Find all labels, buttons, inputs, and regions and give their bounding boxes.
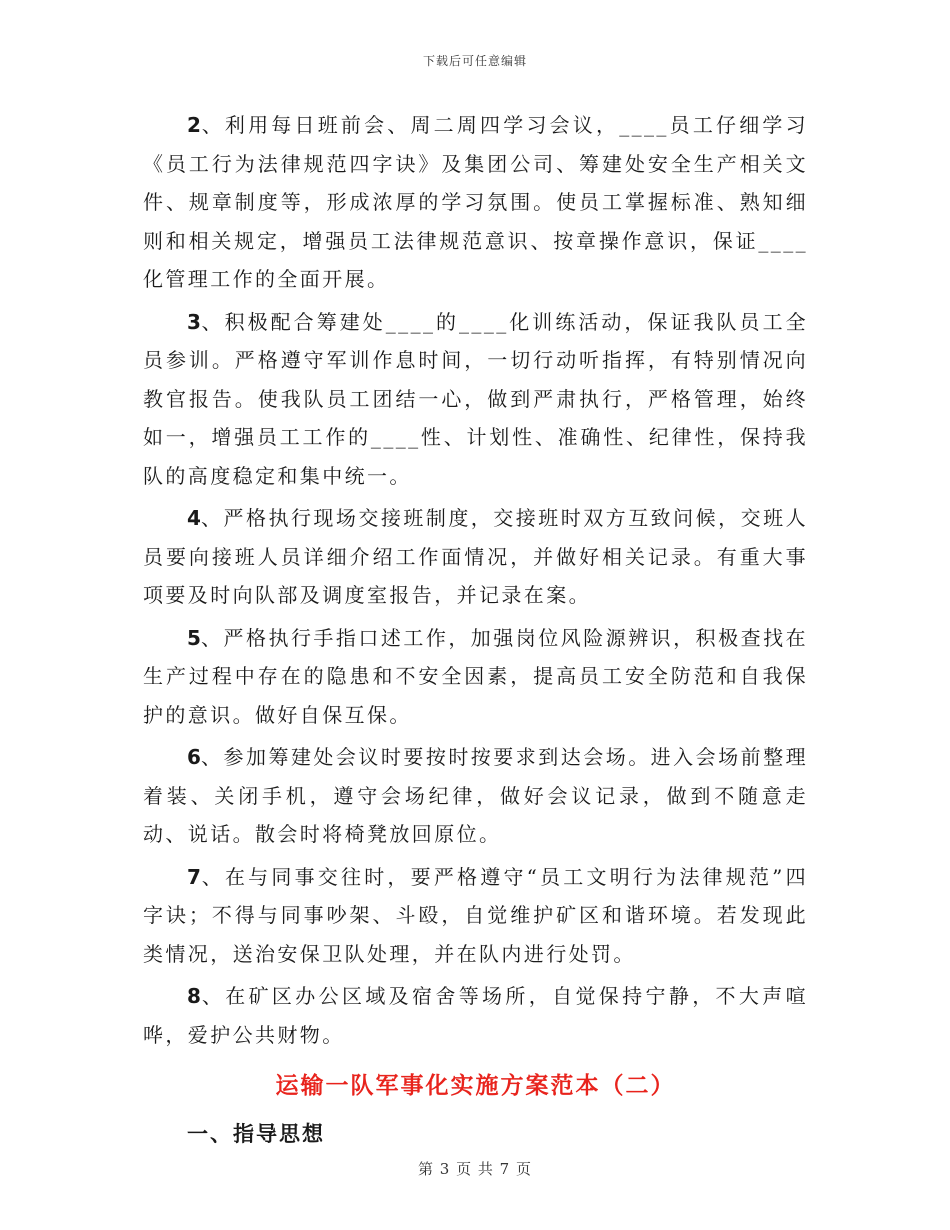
- document-body: [143, 106, 808, 1154]
- page-number-footer: 第 3 页 共 7 页: [418, 1160, 532, 1178]
- item-number: 7: [187, 864, 201, 889]
- paragraph-text: 、严格执行手指口述工作，加强岗位风险源辨识，积极查找在生产过程中存在的隐患和不安全因素，提高员工安全防范和自我保护的意识。做好自保互保。: [143, 625, 808, 727]
- paragraph-text: 、在与同事交往时，要严格遵守“员工文明行为法律规范”四字诀；不得与同事吵架、斗殴，自觉维护矿区和谐环境。若发现此类情况，送治安保卫队处理，并在队内进行处罚。: [143, 864, 808, 966]
- item-number: 2: [187, 113, 201, 137]
- item-number: 3: [187, 309, 201, 334]
- paragraph-text: 、利用每日班前会、周二周四学习会议，____员工仔细学习《员工行为法律规范四字诀》及集团公司、筹建处安全生产相关文件、规章制度等，形成浓厚的学习氛围。使员工掌握标准、熟知细则和相关规定，增强员工法律规范意识、按章操作意识，保证____化管理工作的全面开展。: [143, 113, 808, 291]
- paragraph-text: 、积极配合筹建处____的____化训练活动，保证我队员工全员参训。严格遵守军训作息时间，一切行动听指挥，有特别情况向教官报告。使我队员工团结一心，做到严肃执行，严格管理，始终如一，增强员工工作的____性、计划性、准确性、纪律性，保持我队的高度稳定和集中统一。: [143, 309, 808, 488]
- paragraph-item-2: [143, 106, 808, 299]
- paragraph-text: 、在矿区办公区域及宿舍等场所，自觉保持宁静，不大声喧哗，爱护公共财物。: [143, 984, 808, 1047]
- item-number: 5: [187, 625, 201, 650]
- paragraph-item-3: [143, 303, 808, 496]
- paragraph-item-4: [143, 499, 808, 615]
- item-number: 6: [187, 745, 201, 769]
- section-title: 运输一队军事化实施方案范本（二）: [275, 1072, 676, 1099]
- sub-heading: 一、指导思想: [187, 1121, 325, 1146]
- item-number: 8: [187, 984, 201, 1008]
- paragraph-text: 、严格执行现场交接班制度，交接班时双方互致问候，交班人员要向接班人员详细介绍工作面情况，并做好相关记录。有重大事项要及时向队部及调度室报告，并记录在案。: [143, 506, 808, 607]
- paragraph-item-5: [143, 619, 808, 735]
- page-header-note: 下载后可任意编辑: [422, 54, 527, 68]
- paragraph-item-8: [143, 977, 808, 1054]
- item-number: 4: [187, 506, 201, 530]
- paragraph-text: 、参加筹建处会议时要按时按要求到达会场。进入会场前整理着装、关闭手机，遵守会场纪律，做好会议记录，做到不随意走动、说话。散会时将椅凳放回原位。: [143, 745, 808, 846]
- paragraph-item-6: [143, 738, 808, 854]
- paragraph-item-7: [143, 858, 808, 974]
